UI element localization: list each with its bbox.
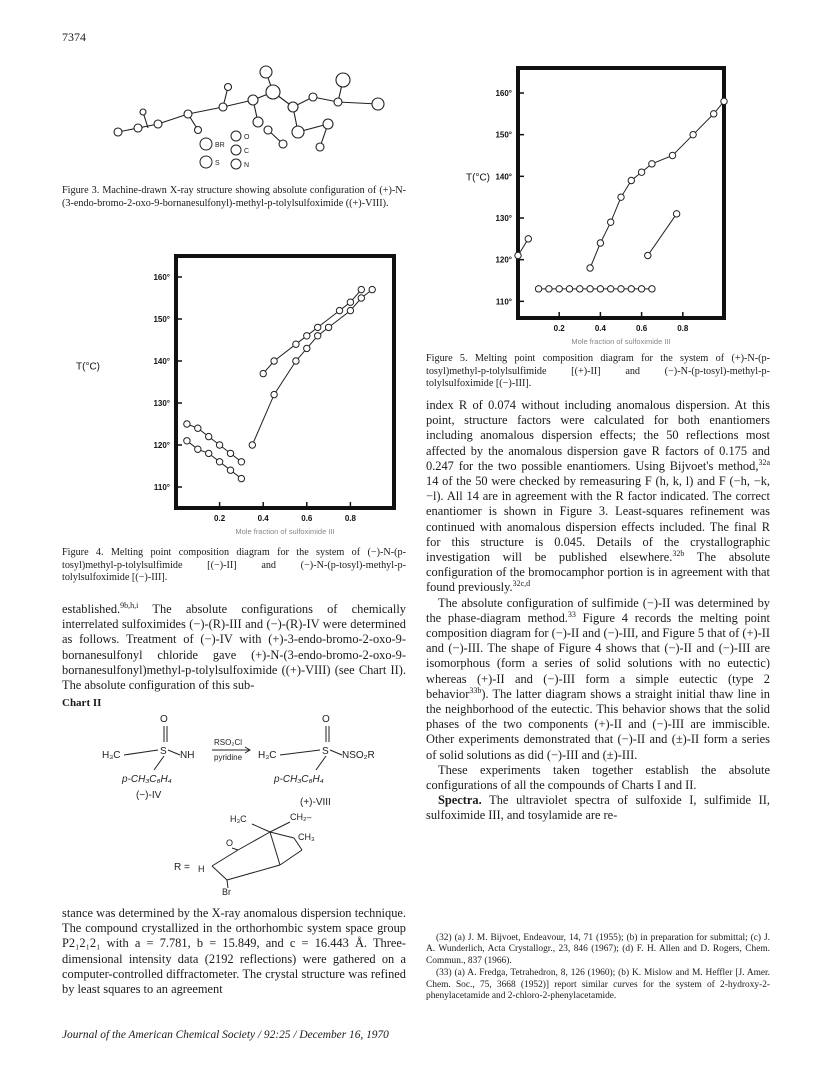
figure5-point (577, 286, 583, 292)
chart2-compound-left: (−)-IV (136, 790, 162, 801)
figure4-point (238, 459, 244, 465)
figure4-point (358, 295, 364, 301)
figure5-point (690, 131, 696, 137)
figure5-point (711, 111, 717, 117)
svg-text:Br: Br (222, 887, 231, 897)
figure5-series-line-3 (648, 214, 677, 256)
figure4-caption: Figure 4. Melting point composition diagram for the system of (−)-N-(p-tosyl)methyl-p-tolylsulfimide [(−)-II] and (−)-N-(p-tosyl)-methyl-p-tolylsulfoximide [(−)-III]. (62, 547, 406, 584)
figure4-point (347, 307, 353, 313)
figure4-point (216, 459, 222, 465)
figure5-point (608, 219, 614, 225)
figure4-point (260, 370, 266, 376)
figure4-ylabel: T(°C) (76, 361, 100, 373)
figure4-point (184, 438, 190, 444)
figure4-point (271, 391, 277, 397)
figure4-frame (176, 256, 394, 508)
figure5-point (618, 194, 624, 200)
reference-33: (33) (a) A. Fredga, Tetrahedron, 8, 126 (1960); (b) K. Mislow and M. Heffler [J. Amer. Chem. Soc., 75, 3668 (1952)] report similar curves for the system of 2-hydroxy-2-phenylacetamide and 2-chloro-2-phenylacetamide. (426, 968, 770, 1002)
figure5-point (597, 286, 603, 292)
figure5-point (628, 177, 634, 183)
references (426, 933, 770, 1003)
figure4-point (206, 433, 212, 439)
legend-n: N (244, 162, 250, 169)
svg-text:H₃C: H₃C (258, 750, 277, 761)
figure4-xtick-label: 0.6 (301, 514, 313, 523)
svg-text:O: O (226, 838, 234, 848)
figure5-point (669, 152, 675, 158)
chart2-scheme (62, 710, 406, 900)
figure4-xtick-label: 0.2 (214, 514, 226, 523)
figure4-series-line-0 (187, 441, 242, 479)
figure5-point (556, 286, 562, 292)
svg-text:S: S (322, 746, 329, 757)
legend-s: S (215, 160, 220, 167)
figure4-point (216, 442, 222, 448)
figure5-point (645, 252, 651, 258)
figure4-ytick-label: 120° (153, 441, 170, 450)
figure5-series-line-2 (590, 101, 724, 268)
figure5-ytick-label: 140° (495, 172, 512, 182)
figure4-point (293, 341, 299, 347)
figure4-point (249, 442, 255, 448)
figure4-ytick-label: 110° (153, 483, 170, 492)
svg-text:NSO₂R: NSO₂R (342, 750, 375, 761)
chart2-ptolyl-right: p-CH₃C₆H₄ (274, 774, 324, 785)
figure4-point (347, 299, 353, 305)
figure5-caption: Figure 5. Melting point composition diagram for the system of (+)-N-(p-tosyl)methyl-p-tolylsulfimide [(+)-II] and (−)-N-(p-tosyl)-methyl-p-tolylsulfoximide [(−)-III]. (426, 353, 770, 390)
chart2-compound-right: (+)-VIII (300, 797, 331, 808)
figure5-ytick-label: 130° (495, 214, 512, 223)
chart2-ptolyl-left: p-CH₃C₆H₄ (122, 774, 172, 785)
figure4-point (325, 324, 331, 330)
figure5-point (649, 286, 655, 292)
figure4-point (195, 425, 201, 431)
figure5-point (628, 286, 634, 292)
figure5-ytick-label: 150° (495, 130, 512, 140)
page-number: 7374 (62, 30, 86, 44)
figure5-point (597, 240, 603, 246)
svg-text:NH: NH (180, 750, 195, 761)
figure5-ytick-label: 160° (495, 89, 512, 98)
figure4-series-line-3 (263, 290, 361, 374)
legend-c: C (244, 148, 250, 155)
figure4-point (293, 358, 299, 364)
figure4-point (315, 333, 321, 339)
figure4-point (184, 421, 190, 427)
svg-text:H₃C: H₃C (230, 814, 247, 824)
figure4-ytick-label: 160° (153, 273, 170, 282)
figure5-point (587, 265, 593, 271)
svg-text:CH₃: CH₃ (298, 832, 315, 842)
legend-o: O (244, 134, 250, 141)
figure5-xtick-label: 0.6 (636, 324, 648, 333)
figure3-structure (88, 52, 408, 182)
figure5-ytick-label: 120° (495, 255, 512, 265)
figure4-ytick-label: 150° (153, 315, 170, 324)
svg-text:H₃C: H₃C (102, 750, 121, 761)
figure4-point (206, 450, 212, 456)
chart2-r-label: R = (174, 862, 190, 873)
figure5-point (618, 286, 624, 292)
figure4-point (304, 345, 310, 351)
figure5-point (566, 286, 572, 292)
figure5-point (638, 286, 644, 292)
left-text-1: established.$^{9b,h,i}$ The absolute configurations of chemically interrelated sulfoximides (−)-(R)-III and (−)-(R)-IV were determined as follows. Treatment of (−)-IV with (+)-3-endo-bromo-2-oxo-9-bornanesulfonyl chloride gave (+)-N-(3-endo-bromo-2-oxo-9-bornanesulfonyl)methyl-p-tolylsulfoximide ((+)-VIII) (see Chart II). The absolute configuration of this sub- (62, 600, 406, 693)
figure4-ytick-label: 140° (153, 357, 170, 366)
figure5-point (515, 252, 521, 258)
figure4-point (315, 324, 321, 330)
figure4-ytick-label: 130° (153, 399, 170, 408)
figure5-xlabel: Mole fraction of sulfoximide III (571, 337, 671, 346)
journal-footer: Journal of the American Chemical Society / 92:25 / December 16, 1970 (62, 1029, 389, 1041)
figure5-point (673, 211, 679, 217)
figure4-point (271, 358, 277, 364)
svg-text:S: S (160, 746, 167, 757)
figure5-chart (460, 60, 760, 355)
figure5-xtick-label: 0.4 (594, 324, 606, 333)
svg-text:CH₂–: CH₂– (290, 812, 312, 822)
figure5-ylabel: T(°C) (466, 172, 490, 184)
figure4-chart (70, 240, 410, 545)
reference-32: (32) (a) J. M. Bijvoet, Endeavour, 14, 71 (1955); (b) in preparation for submittal; (c) J. A. Wunderlich, Acta Crystallogr., 23, 846 (1967); (d) F. H. Allen and D. Rogers, Chem. Commun., 837 (1966). (426, 933, 770, 966)
figure4-point (238, 475, 244, 481)
figure5-frame (518, 68, 724, 318)
figure4-point (369, 286, 375, 292)
figure4-point (336, 307, 342, 313)
figure4-point (358, 286, 364, 292)
figure5-point (525, 236, 531, 242)
figure4-point (227, 467, 233, 473)
figure4-point (304, 333, 310, 339)
figure5-ytick-label: 110° (495, 297, 512, 307)
figure5-point (587, 286, 593, 292)
figure4-xlabel: Mole fraction of sulfoximide III (235, 527, 335, 536)
figure4-point (195, 446, 201, 452)
figure4-xtick-label: 0.4 (257, 514, 269, 523)
figure5-point (546, 286, 552, 292)
svg-text:H: H (198, 864, 205, 874)
svg-text:O: O (322, 714, 330, 725)
figure5-point (638, 169, 644, 175)
figure4-xtick-label: 0.8 (344, 514, 356, 523)
figure5-xtick-label: 0.8 (677, 324, 689, 333)
figure5-point (721, 98, 727, 104)
figure5-point (535, 286, 541, 292)
legend-br: BR (215, 142, 225, 149)
figure5-point (608, 286, 614, 292)
svg-text:O: O (160, 714, 168, 725)
figure5-xtick-label: 0.2 (553, 324, 565, 333)
figure3-caption: Figure 3. Machine-drawn X-ray structure showing absolute configuration of (+)-N-(3-endo-bromo-2-oxo-9-bornanesulfonyl)-methyl-p-tolylsulfoximide ((+)-VIII). (62, 185, 406, 209)
chart2-solvent: pyridine (214, 753, 243, 762)
right-text: index R of 0.074 without including anomalous dispersion. At this point, structure factors were calculated for both enantiomers including anomalous dispersion effects; the 50 reflections most affected by the anomalous dispersion gave R factors of 0.175 and 0.247 for the two possible enantiomers. Using Bijvoet's method,$^{32a}$ 14 of the 50 were checked by remeasuring F (h, k, l) and F (−h, −k, −l). All 14 are in agreement with the R factor indicated. The correct enantiomer is shown in Figure 3. Least-squares refinement was continued with anomalous dispersion effects included. The final R for this structure is 0.045. Details of the crystallographic investigation will be published elsewhere.$^{32b}$ The absolute configuration of the bromocamphor portion is in agreement with that found previously.$^{32c,d}$ The absolute configuration of sulfimide (−)-II was determined by the phase-diagram method.$^{33}$ Figure 4 records the melting point composition diagram for (−)-II and (−)-III, and Figure 5 that of (+)-II and (−)-III. The shape of Figure 4 shows that (−)-II and (−)-III are isomorphous (form a series of solid solutions with no eutectic) whereas (+)-II and (−)-III form a simple eutectic (type 2 behavior$^{33b}$). The latter diagram shows a straight initial thaw line in the neighborhood of the eutectic. This behavior shows that the solid phases of the two components (+)-II and (−)-III are immiscible. Other experiments demonstrated that (−)-II and (±)-II form a series of solid solutions as did (−)-III and (±)-III. These experiments taken together establish the absolute configurations of all the compounds of Charts I and II. Spectra. The ultraviolet spectra of sulfoxide I, sulfimide II, sulfoximide III, and tosylamide are re- (426, 398, 771, 823)
figure5-point (649, 161, 655, 167)
left-text-2: stance was determined by the X-ray anomalous dispersion technique. The compound crystallized in the orthorhombic system space group P2₁2₁2₁ with a = 7.781, b = 15.849, and c = 16.443 Å. Three-dimensional intensity data (2192 reflections) were gathered on a computer-controlled diffractometer. The crystal structure was refined by least squares to an agreement (62, 906, 406, 997)
figure4-point (227, 450, 233, 456)
figure4-series-line-2 (252, 290, 372, 445)
chart2-title: Chart II (62, 697, 102, 709)
chart2-reagent: RSO₂Cl (214, 738, 242, 747)
